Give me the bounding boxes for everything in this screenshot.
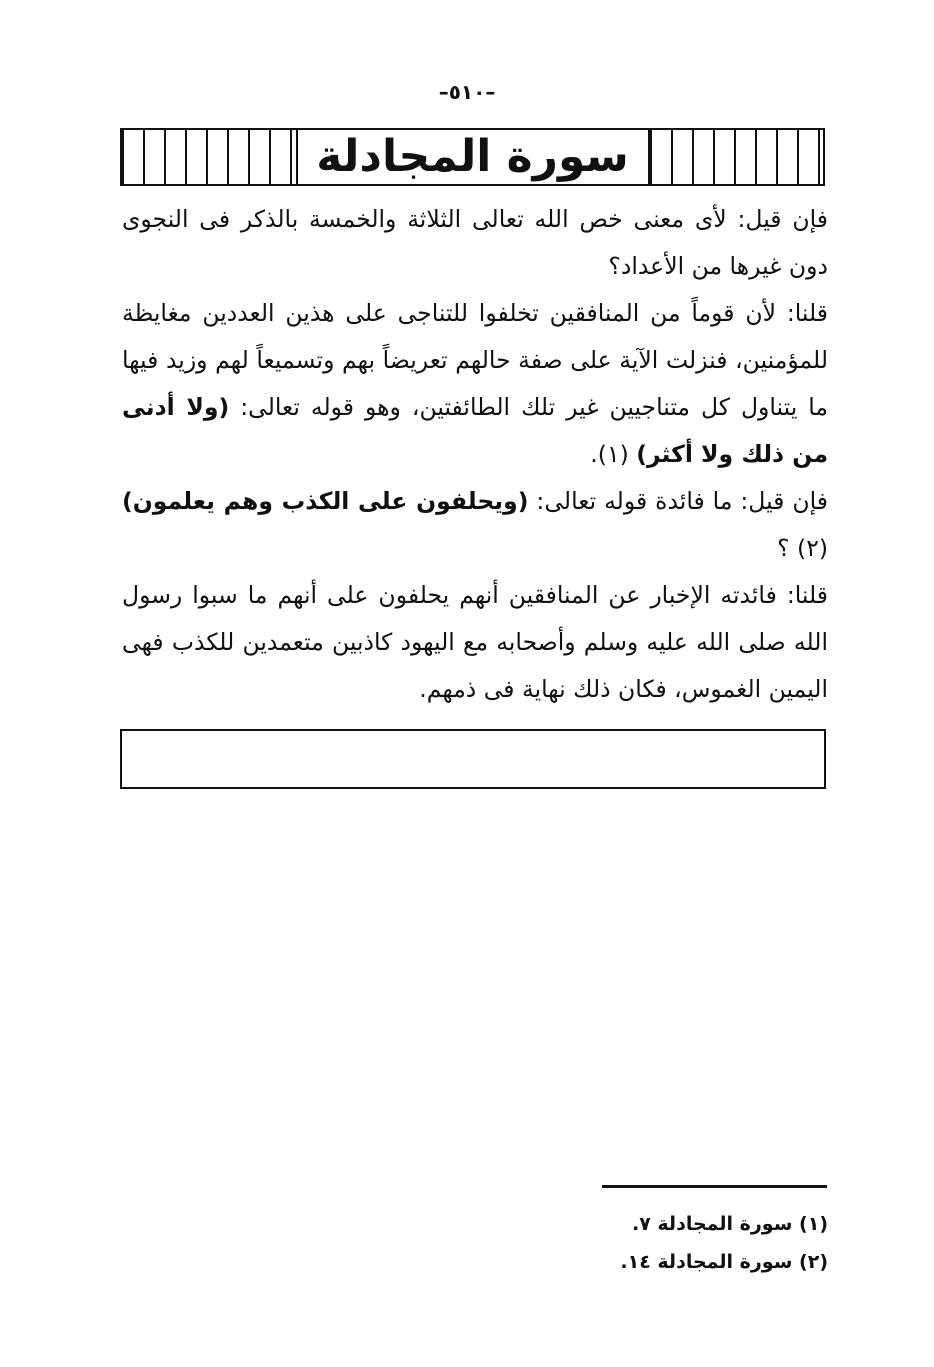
paragraph (122, 290, 828, 478)
page-title: سورة المجادلة (316, 131, 629, 182)
footnote-ref: (٢) ؟ (777, 534, 828, 562)
paragraph-text: قلنا: لأن قوماً من المنافقين تخلفوا للتناجى على هذين العددين مغايظة للمؤمنين، فنزلت الآية على صفة حالهم تعريضاً بهم وتسميعاً لهم وزيد فيها ما يتناول كل متناجيين غير تلك الطائفتين، وهو قوله تعالى: (122, 299, 828, 421)
body-text (122, 196, 828, 713)
footnote-ref: (١). (590, 440, 637, 468)
paragraph-text: فإن قيل: لأى معنى خص الله تعالى الثلاثة والخمسة بالذكر فى النجوى دون غيرها من الأعداد؟ (122, 205, 828, 280)
paragraph (122, 572, 828, 713)
title-frame-stripes-right (648, 130, 824, 184)
title-frame (120, 128, 825, 186)
footnotes (560, 1205, 828, 1281)
quran-quote: (ولا أدنى من ذلك ولا أكثر) (122, 393, 828, 468)
paragraph (122, 196, 828, 290)
footnote-divider (602, 1185, 827, 1188)
paragraph (122, 478, 828, 572)
quran-quote: (ويحلفون على الكذب وهم يعلمون) (122, 487, 529, 515)
page-number: –٥١٠– (438, 80, 496, 104)
title-frame-stripes-left (122, 130, 298, 184)
paragraph-text: قلنا: فائدته الإخبار عن المنافقين أنهم يحلفون على أنهم ما سبوا رسول الله صلى الله عليه وسلم وأصحابه مع اليهود كاذبين متعمدين للكذب فهى اليمين الغموس، فكان ذلك نهاية فى ذمهم. (122, 581, 828, 703)
section-end-box (120, 729, 826, 789)
footnote: (٢) سورة المجادلة ١٤. (620, 1251, 828, 1273)
paragraph-text: فإن قيل: ما فائدة قوله تعالى: (528, 487, 828, 515)
footnote: (١) سورة المجادلة ٧. (631, 1213, 828, 1235)
